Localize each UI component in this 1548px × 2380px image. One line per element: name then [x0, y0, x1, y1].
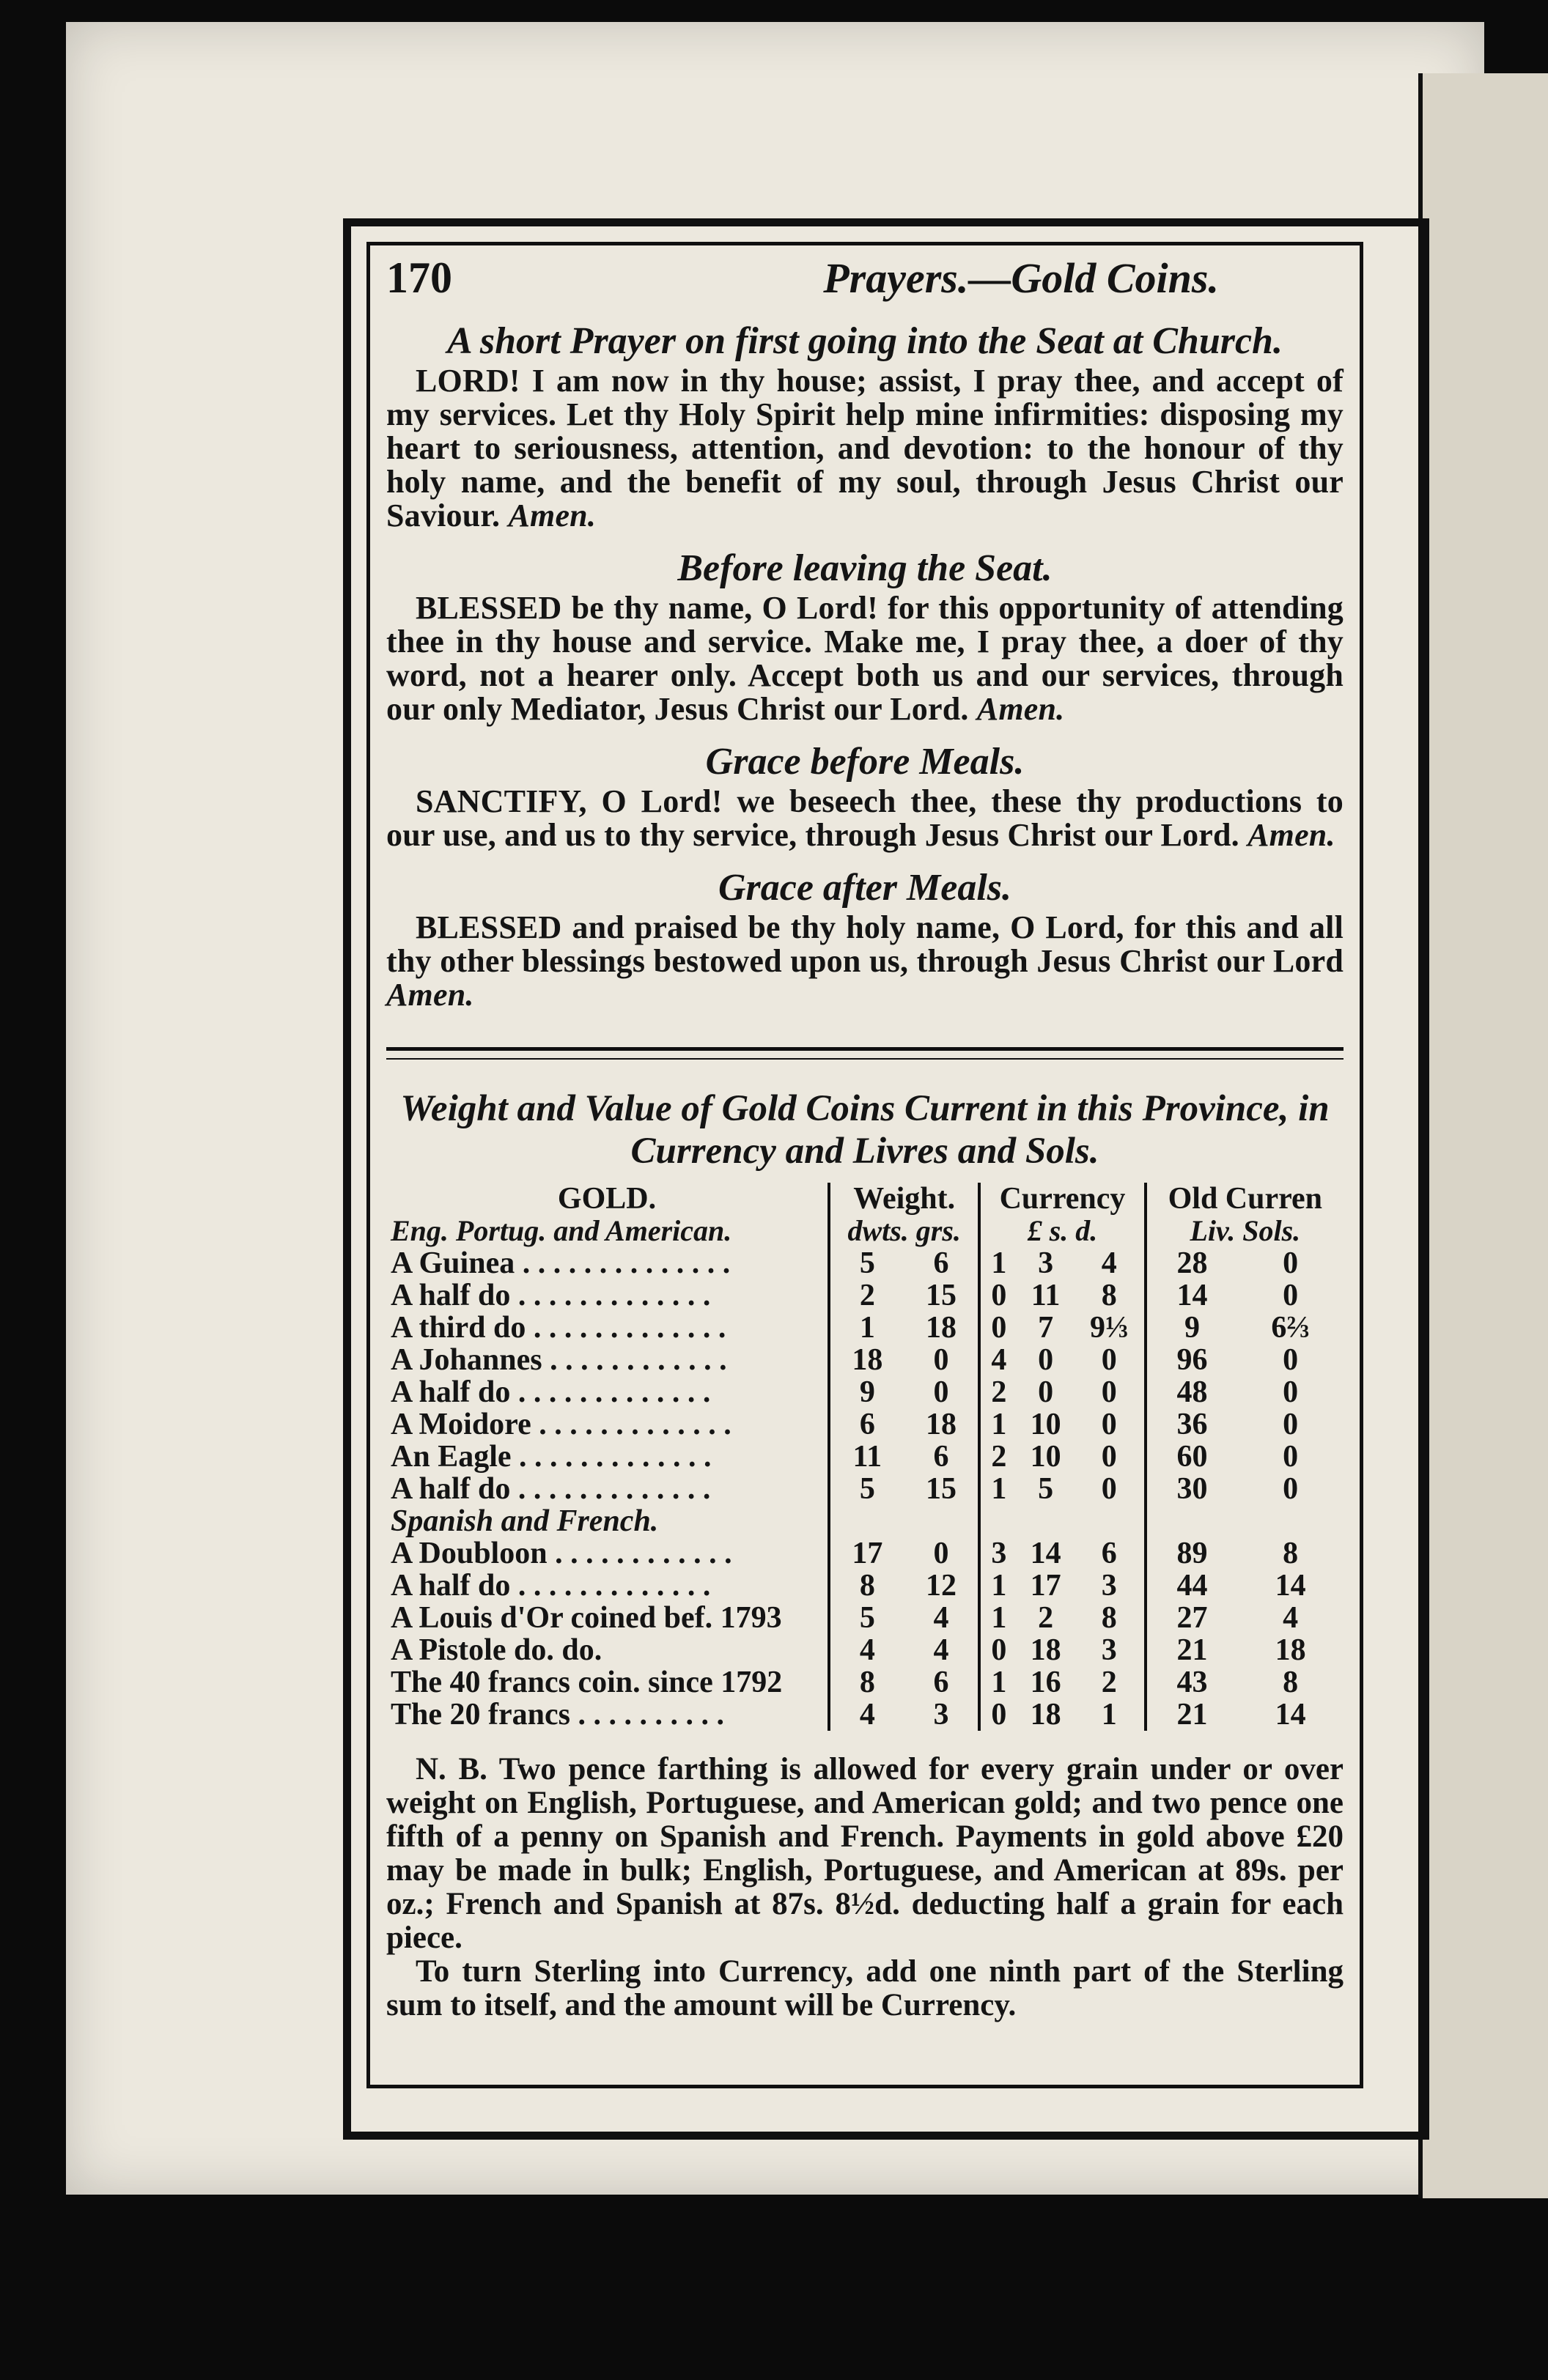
table-subheading-row [386, 1505, 1344, 1537]
gold-coins-table [386, 1183, 1344, 1731]
header-weight-units: dwts. grs. [829, 1215, 979, 1247]
prayer-title: A short Prayer on first going into the Seat at Church. [447, 320, 1283, 362]
table-row: An Eagle . . . . . . . . . . . . . 11 6 2 10 0 60 0 [391, 1440, 1299, 1474]
prayer-text: LORD! I am now in thy house; assist, I pray thee, and accept of my services. Let thy Holy Spirit help mine infirmities: disposing my heart to seriousness, attention, and devotion: to the honour of thy holy name, and the benefit of my soul, through Jesus Christ our Saviour. Amen. [386, 363, 1344, 533]
amen: Amen. [508, 498, 597, 533]
running-title: Prayers.—Gold Coins. [823, 254, 1219, 302]
note-sterling: To turn Sterling into Currency, add one ninth part of the Sterling sum to itself, and the amount will be Currency. [386, 1954, 1344, 2022]
spanish-french-heading: Spanish and French. [391, 1504, 659, 1538]
header-origin: Eng. Portug. and American. [391, 1214, 732, 1247]
amen: Amen. [976, 691, 1065, 727]
prayer-section-1 [386, 319, 1344, 533]
table-row: A third do . . . . . . . . . . . . . 1 18 0 7 9⅓ 9 6⅔ [391, 1311, 1310, 1345]
header-currency-units: £ s. d. [979, 1215, 1145, 1247]
facing-page-edge [1418, 73, 1548, 2198]
table-row: A half do . . . . . . . . . . . . . 8 12 1 17 3 44 14 [391, 1569, 1306, 1603]
header-currency: Currency [979, 1183, 1145, 1215]
prayer-text: BLESSED be thy name, O Lord! for this opportunity of attending thee in thy house and service. Make me, I pray thee, a doer of thy word, not a hearer only. Accept both us and our services, through our only Mediator, Jesus Christ our Lord. Amen. [386, 590, 1344, 727]
header-old-units: Liv. Sols. [1146, 1215, 1344, 1247]
header-weight: Weight. [829, 1183, 979, 1215]
table-row: A Johannes . . . . . . . . . . . . 18 0 4 0 0 96 0 [391, 1343, 1299, 1377]
table-row: The 40 francs coin. since 1792 8 6 1 16 2 43 8 [391, 1666, 1299, 1699]
prayer-title: Grace before Meals. [705, 741, 1025, 783]
table-row: The 20 francs . . . . . . . . . . 4 3 0 18 1 21 14 [391, 1698, 1306, 1732]
prayer-section-2 [386, 546, 1344, 726]
prayer-title: Before leaving the Seat. [677, 547, 1053, 589]
table-row: A half do . . . . . . . . . . . . . 9 0 2 0 0 48 0 [391, 1375, 1299, 1409]
header-old-currency: Old Curren [1146, 1183, 1344, 1215]
amen: Amen. [386, 977, 474, 1013]
page-content [366, 242, 1363, 2088]
page-header [386, 253, 1344, 319]
amen: Amen. [1247, 817, 1335, 853]
table-row: A Louis d'Or coined bef. 1793 5 4 1 2 8 27 4 [391, 1601, 1299, 1635]
page-number: 170 [386, 254, 452, 302]
coins-table-title: Weight and Value of Gold Coins Current in this Province, in Currency and Livres and Sols. [400, 1088, 1330, 1172]
table-row: A Moidore . . . . . . . . . . . . . 6 18 1 10 0 36 0 [391, 1408, 1299, 1441]
prayer-text: SANCTIFY, O Lord! we beseech thee, these thy productions to our use, and us to thy service, through Jesus Christ our Lord. Amen. [386, 783, 1344, 853]
section-divider [386, 1047, 1344, 1060]
prayer-title: Grace after Meals. [718, 867, 1012, 909]
table-header-row [386, 1183, 1344, 1215]
coins-table-body [386, 1247, 1344, 1731]
table-subheader-row [386, 1215, 1344, 1247]
header-gold: GOLD. [557, 1182, 657, 1216]
table-row: A half do . . . . . . . . . . . . . 5 15 1 5 0 30 0 [391, 1472, 1299, 1506]
prayer-text: BLESSED and praised be thy holy name, O Lord, for this and all thy other blessings bestowed upon us, through Jesus Christ our Lord Amen. [386, 909, 1344, 1013]
table-row: A Pistole do. do. 4 4 0 18 3 21 18 [391, 1633, 1306, 1667]
table-row: A half do . . . . . . . . . . . . . 2 15 0 11 8 14 0 [391, 1279, 1299, 1312]
notes [386, 1753, 1344, 2022]
table-row: A Guinea . . . . . . . . . . . . . . 5 6 1 3 4 28 0 [391, 1246, 1299, 1280]
prayer-section-4 [386, 865, 1344, 1012]
prayer-section-3 [386, 739, 1344, 852]
note-nb: N. B. Two pence farthing is allowed for every grain under or over weight on English, Portuguese, and American gold; and two pence one fifth of a penny on Spanish and French. Payments in gold above £20 may be made in bulk; English, Portuguese, and American at 89s. per oz.; French and Spanish at 87s. 8½d. deducting half a grain for each piece. [386, 1752, 1344, 1955]
table-row: A Doubloon . . . . . . . . . . . . 17 0 3 14 6 89 8 [391, 1537, 1299, 1570]
